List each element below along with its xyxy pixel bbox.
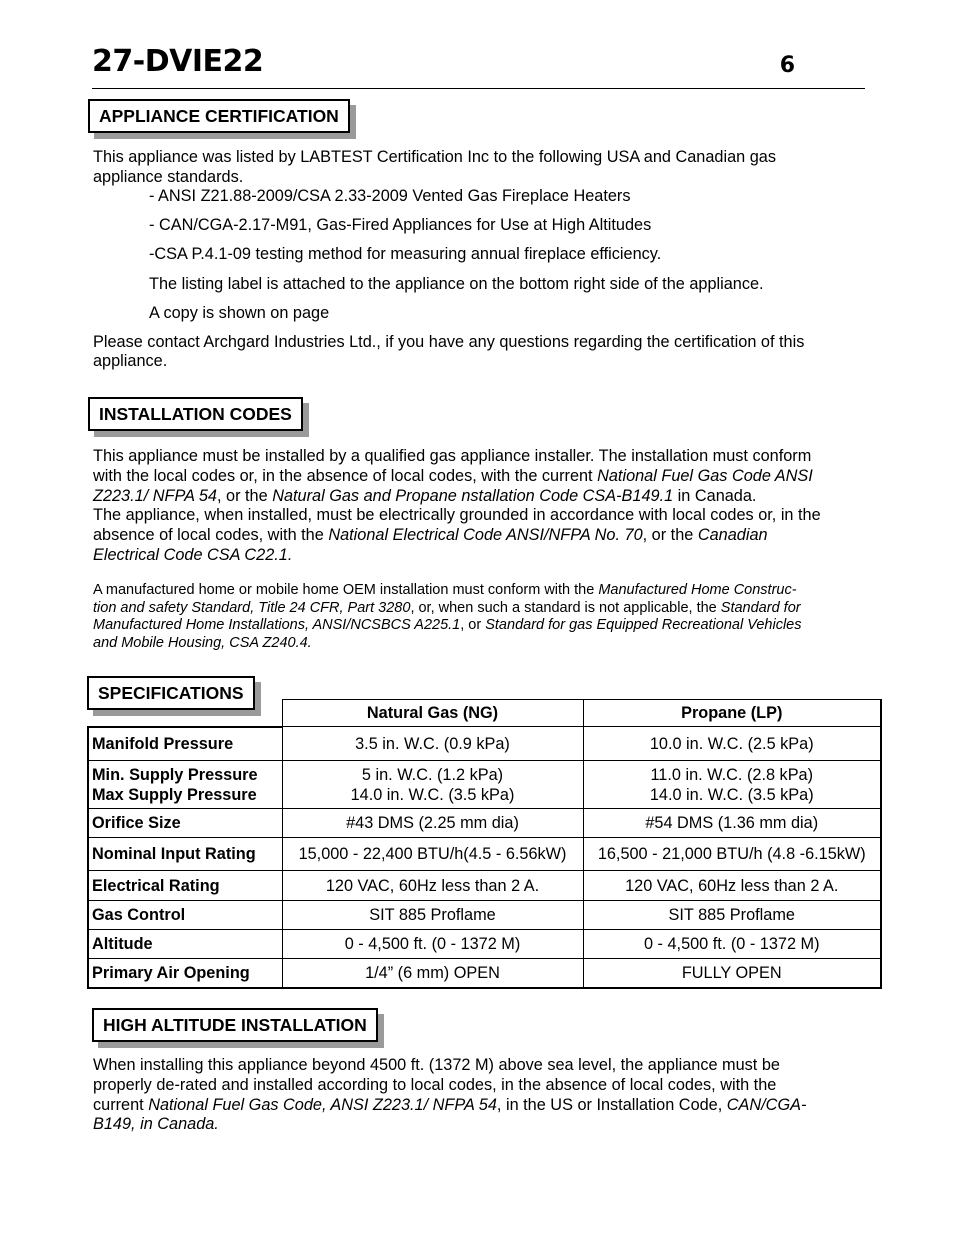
cert-contact-line-2: appliance. — [93, 352, 168, 370]
section-heading-specifications: SPECIFICATIONS — [87, 676, 255, 710]
table-row — [88, 838, 881, 871]
page-header — [92, 40, 865, 89]
cell-lp-orifice-size: #54 DMS (1.36 mm dia) — [583, 809, 881, 838]
page-number: 6 — [779, 53, 795, 78]
section-heading-certification: APPLIANCE CERTIFICATION — [88, 99, 350, 133]
codes-paragraph-line-1: This appliance must be installed by a qualified gas appliance installer. The installation must conform — [93, 447, 812, 465]
row-label-gas-control: Gas Control — [88, 901, 282, 930]
table-row — [88, 809, 881, 838]
row-label-primary-air-opening: Primary Air Opening — [88, 959, 282, 988]
cert-standard-3: -CSA P.4.1-09 testing method for measuring annual fireplace efficiency. — [149, 245, 662, 263]
cert-intro-line-2: appliance standards. — [93, 168, 244, 186]
cell-ng-gas-control: SIT 885 Proflame — [282, 901, 583, 930]
cell-ng-supply-pressure — [282, 761, 583, 809]
manufactured-home-line-4: and Mobile Housing, CSA Z240.4. — [93, 635, 312, 651]
cert-label-note: The listing label is attached to the appliance on the bottom right side of the appliance. — [149, 275, 764, 293]
cell-ng-manifold-pressure: 3.5 in. W.C. (0.9 kPa) — [282, 727, 583, 761]
model-number: 27-DVIE22 — [92, 44, 264, 79]
cell-ng-min-supply: 5 in. W.C. (1.2 kPa) — [361, 765, 504, 784]
table-corner-cell — [88, 700, 282, 727]
row-label-min-supply-pressure: Min. Supply Pressure — [92, 765, 258, 784]
section-heading-installation-codes: INSTALLATION CODES — [88, 397, 303, 431]
row-label-altitude: Altitude — [88, 930, 282, 959]
cell-ng-electrical-rating: 120 VAC, 60Hz less than 2 A. — [282, 871, 583, 901]
cell-lp-supply-pressure — [583, 761, 881, 809]
cert-intro-line-1: This appliance was listed by LABTEST Certification Inc to the following USA and Canadian gas — [93, 148, 776, 166]
cell-lp-manifold-pressure: 10.0 in. W.C. (2.5 kPa) — [583, 727, 881, 761]
cell-ng-primary-air-opening: 1/4” (6 mm) OPEN — [282, 959, 583, 988]
cell-lp-min-supply: 11.0 in. W.C. (2.8 kPa) — [650, 765, 814, 784]
cell-lp-gas-control: SIT 885 Proflame — [583, 901, 881, 930]
cert-standard-1: - ANSI Z21.88-2009/CSA 2.33-2009 Vented Gas Fireplace Heaters — [149, 187, 631, 205]
row-label-nominal-input-rating: Nominal Input Rating — [88, 838, 282, 871]
table-row — [88, 930, 881, 959]
cell-lp-electrical-rating: 120 VAC, 60Hz less than 2 A. — [583, 871, 881, 901]
manufactured-home-line-1: A manufactured home or mobile home OEM installation must conform with the Manufactured Home Construc- — [93, 582, 797, 598]
codes-paragraph-line-3: Z223.1/ NFPA 54, or the Natural Gas and Propane nstallation Code CSA-B149.1 in Canada. — [93, 487, 757, 505]
manufactured-home-line-2: tion and safety Standard, Title 24 CFR, Part 3280, or, when such a standard is not applicable, the Standard for — [93, 600, 801, 616]
cell-ng-altitude: 0 - 4,500 ft. (0 - 1372 M) — [282, 930, 583, 959]
cell-ng-nominal-input-rating: 15,000 - 22,400 BTU/h(4.5 - 6.56kW) — [282, 838, 583, 871]
codes-paragraph-line-5: absence of local codes, with the National Electrical Code ANSI/NFPA No. 70, or the Canadian — [93, 526, 768, 544]
cell-lp-nominal-input-rating: 16,500 - 21,000 BTU/h (4.8 -6.15kW) — [583, 838, 881, 871]
cert-contact-line-1: Please contact Archgard Industries Ltd., if you have any questions regarding the certification of this — [93, 333, 805, 351]
table-row — [88, 901, 881, 930]
cert-copy-note: A copy is shown on page — [149, 304, 330, 322]
table-row — [88, 871, 881, 901]
cell-lp-altitude: 0 - 4,500 ft. (0 - 1372 M) — [583, 930, 881, 959]
altitude-line-2: properly de-rated and installed according to local codes, in the absence of local codes, with the — [93, 1076, 777, 1094]
table-header-row — [88, 700, 881, 727]
row-label-electrical-rating: Electrical Rating — [88, 871, 282, 901]
table-row — [88, 761, 881, 809]
cell-ng-orifice-size: #43 DMS (2.25 mm dia) — [282, 809, 583, 838]
column-header-propane: Propane (LP) — [583, 700, 881, 727]
specifications-table — [87, 699, 882, 989]
table-row — [88, 959, 881, 988]
codes-paragraph-line-2: with the local codes or, in the absence of local codes, with the current National Fuel Gas Code ANSI — [93, 467, 813, 485]
row-label-orifice-size: Orifice Size — [88, 809, 282, 838]
row-label-supply-pressure — [88, 761, 282, 809]
column-header-natural-gas: Natural Gas (NG) — [282, 700, 583, 727]
codes-paragraph-line-6: Electrical Code CSA C22.1. — [93, 546, 293, 564]
cell-lp-primary-air-opening: FULLY OPEN — [583, 959, 881, 988]
manufactured-home-line-3: Manufactured Home Installations, ANSI/NCSBCS A225.1, or Standard for gas Equipped Recreational Vehicles — [93, 617, 802, 633]
cell-lp-max-supply: 14.0 in. W.C. (3.5 kPa) — [649, 785, 814, 804]
codes-paragraph-line-4: The appliance, when installed, must be electrically grounded in accordance with local codes or, in the — [93, 506, 821, 524]
table-row — [88, 727, 881, 761]
row-label-manifold-pressure: Manifold Pressure — [88, 727, 282, 761]
cell-ng-max-supply: 14.0 in. W.C. (3.5 kPa) — [350, 785, 515, 804]
row-label-max-supply-pressure: Max Supply Pressure — [92, 785, 257, 804]
cert-standard-2: - CAN/CGA-2.17-M91, Gas-Fired Appliances for Use at High Altitudes — [149, 216, 652, 234]
section-heading-high-altitude: HIGH ALTITUDE INSTALLATION — [92, 1008, 378, 1042]
altitude-line-1: When installing this appliance beyond 4500 ft. (1372 M) above sea level, the appliance must be — [93, 1056, 780, 1074]
altitude-line-4: B149, in Canada. — [93, 1115, 219, 1133]
altitude-line-3: current National Fuel Gas Code, ANSI Z223.1/ NFPA 54, in the US or Installation Code, CAN/CGA- — [93, 1096, 807, 1114]
